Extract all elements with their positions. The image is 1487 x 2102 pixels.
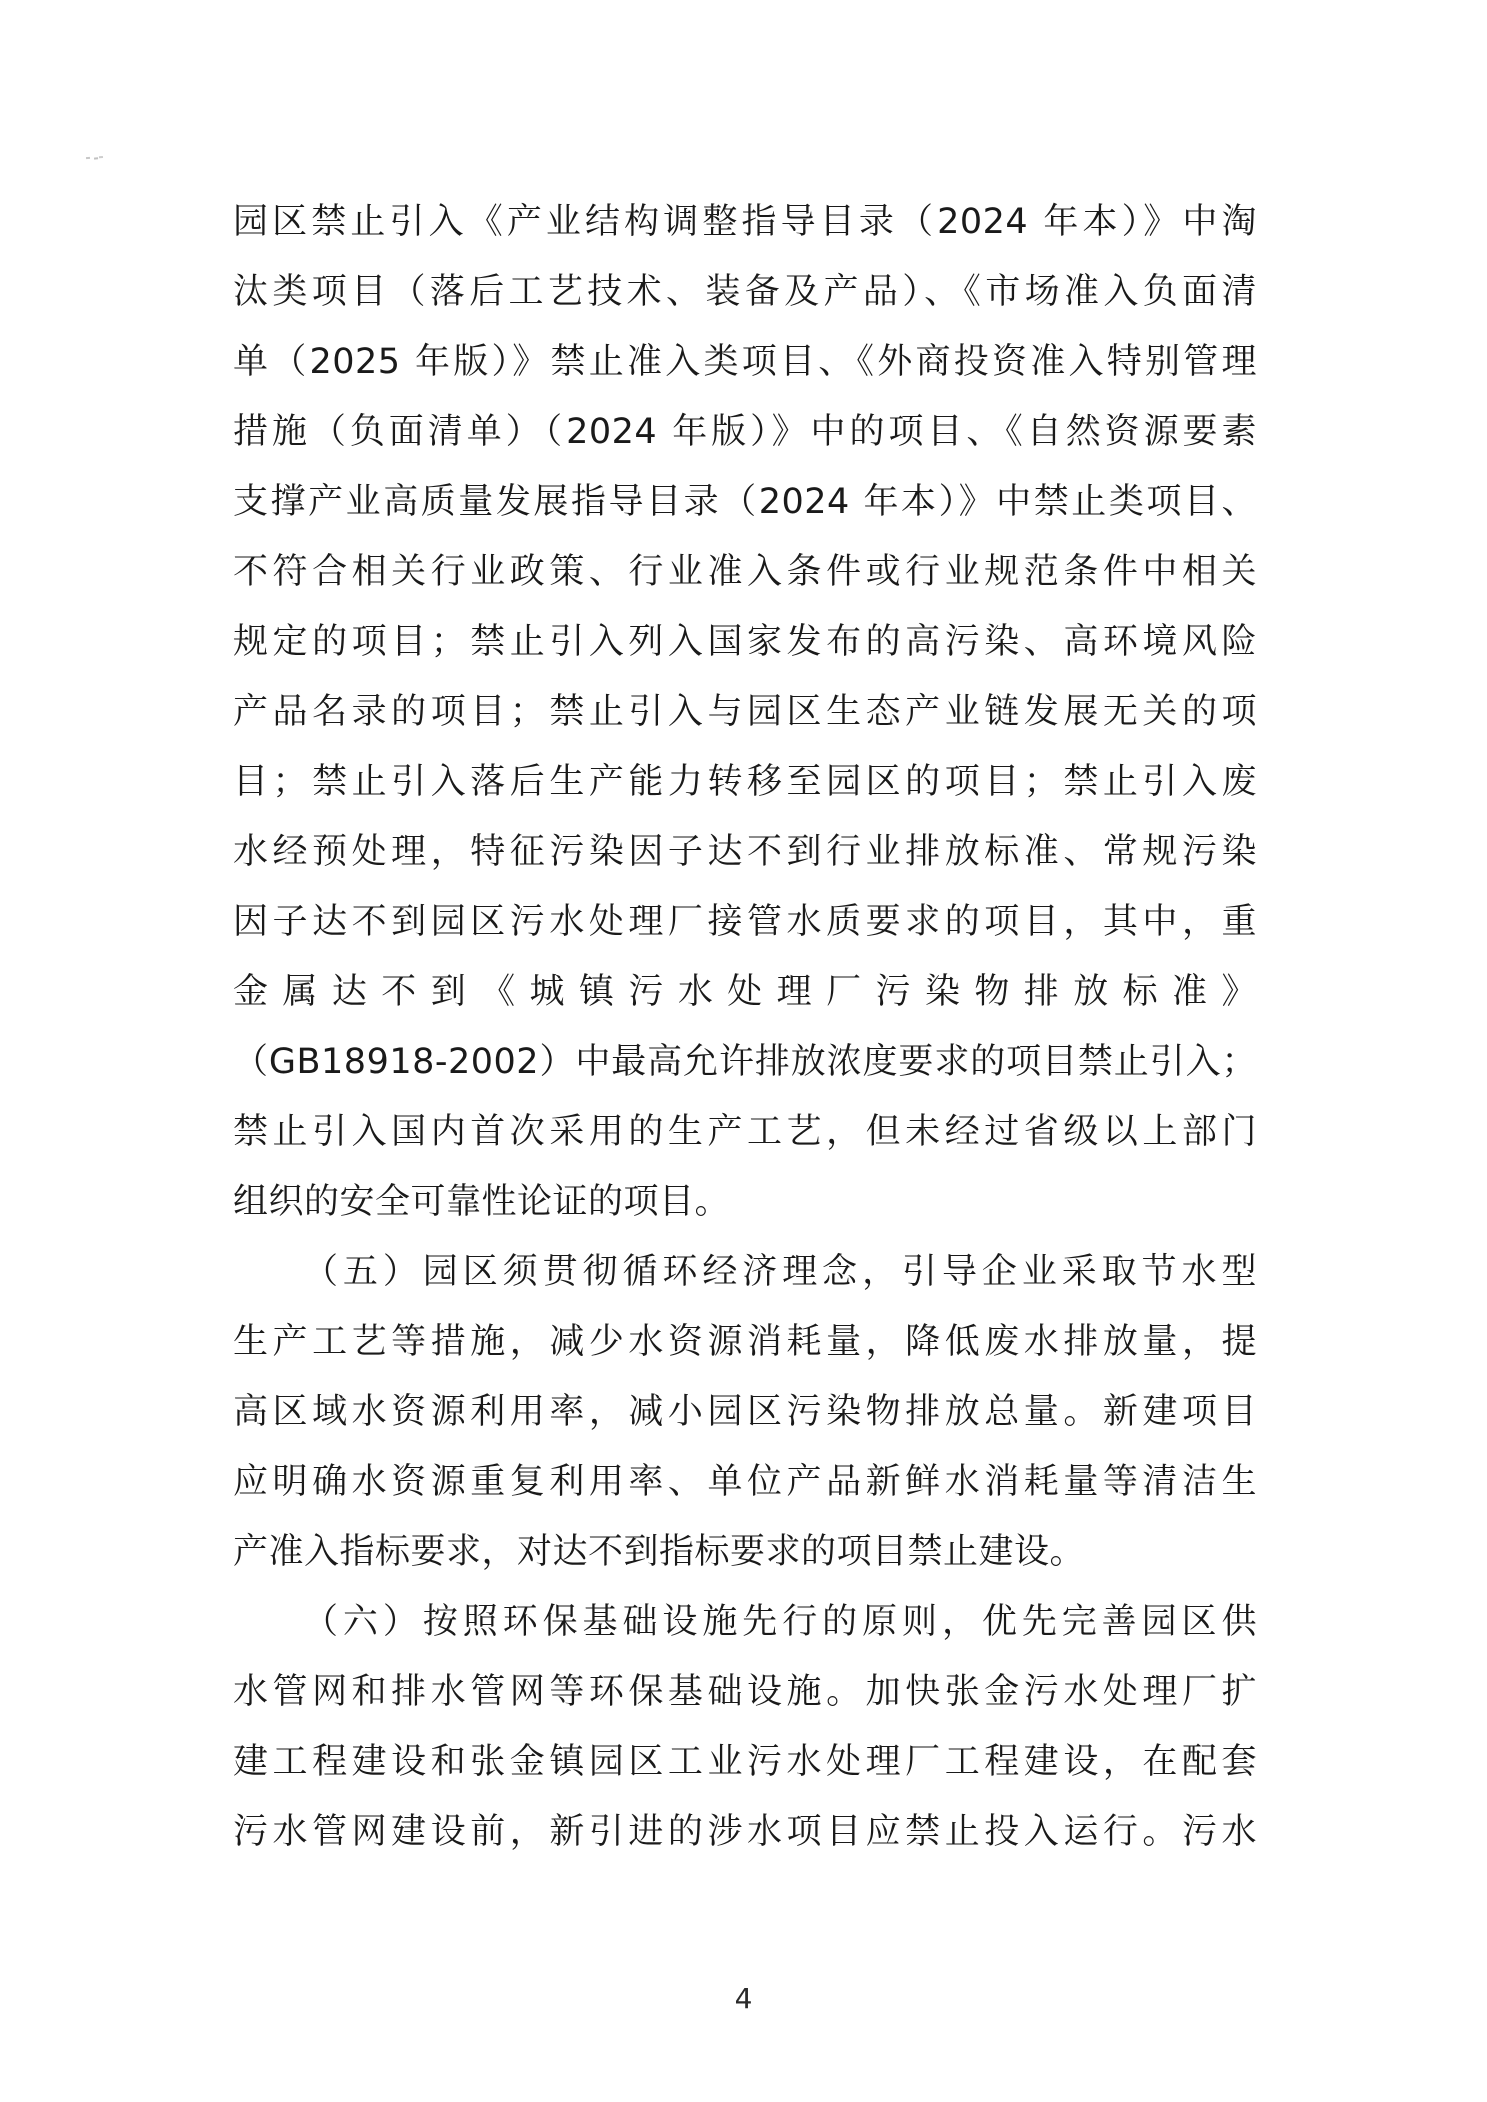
text-line: （GB18918-2002）中最高允许排放浓度要求的项目禁止引入； (233, 1042, 1257, 1082)
text-line: 措施（负面清单）（2024 年版）》中的项目、《自然资源要素 (233, 412, 1257, 452)
text-line: 目；禁止引入落后生产能力转移至园区的项目；禁止引入废 (233, 762, 1257, 802)
text-line: 组织的安全可靠性论证的项目。 (233, 1182, 731, 1222)
text-line: 因子达不到园区污水处理厂接管水质要求的项目，其中，重 (233, 902, 1257, 942)
text-line: 金属达不到《城镇污水处理厂污染物排放标准》 (233, 972, 1257, 1012)
text-line: 生产工艺等措施，减少水资源消耗量，降低废水排放量，提 (233, 1322, 1257, 1362)
text-line: 汰类项目（落后工艺技术、装备及产品）、《市场准入负面清 (233, 272, 1257, 312)
page-number: 4 (734, 1982, 753, 2015)
text-line: 支撑产业高质量发展指导目录（2024 年本）》中禁止类项目、 (233, 482, 1257, 522)
text-line-paragraph-start: （六）按照环保基础设施先行的原则，优先完善园区供 (303, 1602, 1257, 1642)
text-line: 规定的项目；禁止引入列入国家发布的高污染、高环境风险 (233, 622, 1257, 662)
text-line: 产准入指标要求，对达不到指标要求的项目禁止建设。 (233, 1532, 1086, 1572)
text-line: 不符合相关行业政策、行业准入条件或行业规范条件中相关 (233, 552, 1257, 592)
document-body (233, 187, 1257, 1867)
text-line: 禁止引入国内首次采用的生产工艺，但未经过省级以上部门 (233, 1112, 1257, 1152)
text-line: 高区域水资源利用率，减小园区污染物排放总量。新建项目 (233, 1392, 1257, 1432)
text-line: 产品名录的项目；禁止引入与园区生态产业链发展无关的项 (233, 692, 1257, 732)
text-line: 水经预处理，特征污染因子达不到行业排放标准、常规污染 (233, 832, 1257, 872)
scan-artifact (86, 155, 106, 161)
text-line: 污水管网建设前，新引进的涉水项目应禁止投入运行。污水 (233, 1812, 1257, 1852)
text-line: 应明确水资源重复利用率、单位产品新鲜水消耗量等清洁生 (233, 1462, 1257, 1502)
text-line: 水管网和排水管网等环保基础设施。加快张金污水处理厂扩 (233, 1672, 1257, 1712)
text-line: 建工程建设和张金镇园区工业污水处理厂工程建设，在配套 (233, 1742, 1257, 1782)
text-line: 园区禁止引入《产业结构调整指导目录（2024 年本）》中淘 (233, 202, 1257, 242)
text-line: 单（2025 年版）》禁止准入类项目、《外商投资准入特别管理 (233, 342, 1257, 382)
text-line-paragraph-start: （五）园区须贯彻循环经济理念，引导企业采取节水型 (303, 1252, 1257, 1292)
